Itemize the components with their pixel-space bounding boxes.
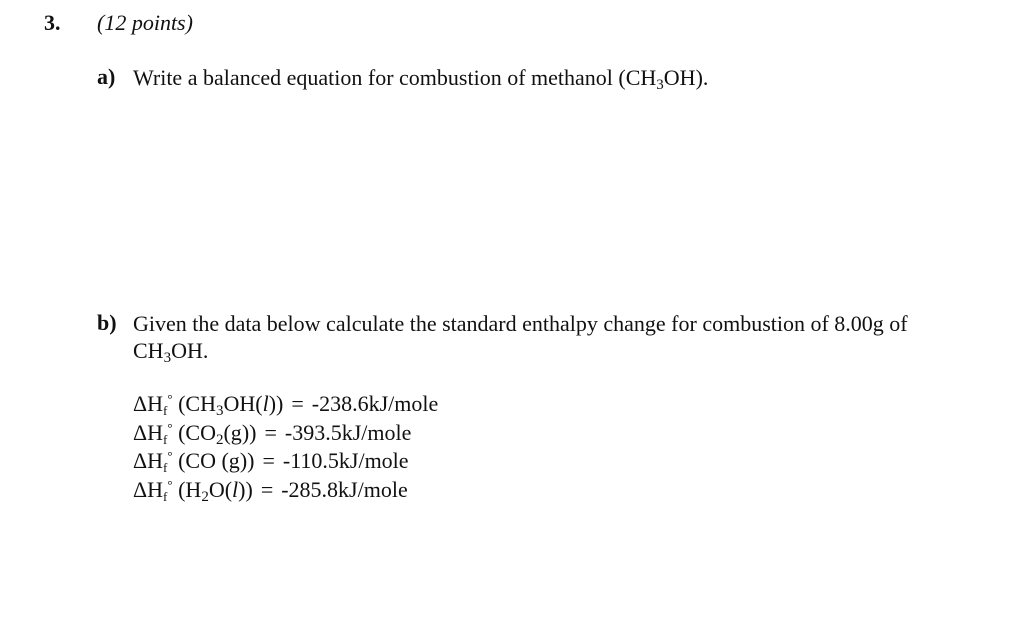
enthalpy-value: -110.5kJ/mole (282, 448, 409, 473)
enthalpy-row-co (133, 447, 438, 476)
enthalpy-value: -393.5kJ/mole (284, 419, 412, 445)
species-subscript: 3 (215, 403, 224, 419)
question-points: (12 points) (97, 10, 193, 35)
standard-state-superscript: ° (167, 448, 173, 463)
part-b-label: b) (97, 310, 117, 335)
formation-subscript: f (163, 460, 168, 475)
part-a-prompt (133, 64, 708, 91)
species-subscript: 2 (215, 431, 224, 448)
enthalpy-value: -285.8kJ/mole (281, 476, 408, 502)
part-b-prompt (133, 310, 953, 364)
part-a-subscript: 3 (656, 77, 664, 93)
part-a-text-before: Write a balanced equation for combustion of methanol (CH (133, 65, 657, 90)
equals-sign: = (260, 476, 274, 502)
part-a-text-after: OH). (663, 65, 709, 90)
formation-subscript: f (163, 488, 168, 504)
delta-h-symbol: ΔH (133, 419, 164, 445)
formation-subscript: f (163, 403, 168, 418)
equals-sign: = (264, 419, 277, 445)
enthalpy-row-h2o (133, 476, 438, 505)
enthalpy-data-list (133, 390, 438, 504)
delta-h-symbol: ΔH (133, 448, 164, 473)
formation-subscript: f (163, 431, 168, 447)
delta-h-symbol: ΔH (133, 476, 164, 502)
equals-sign: = (262, 448, 275, 473)
species-close: )) (238, 476, 253, 502)
standard-state-superscript: ° (167, 391, 173, 406)
part-b-line2-before: CH (133, 338, 164, 363)
species-open: (CO (178, 419, 216, 445)
species-mid: (g (223, 419, 242, 445)
standard-state-superscript: ° (167, 476, 173, 492)
standard-state-superscript: ° (167, 419, 173, 435)
part-b-line-1: Given the data below calculate the standard enthalpy change for combustion of 8.00g of (133, 311, 908, 336)
species-close: )) (268, 391, 284, 416)
species-mid: O( (208, 476, 233, 502)
species-phase: l (232, 476, 239, 502)
part-b-line2-after: OH. (171, 338, 209, 363)
species-close: )) (241, 419, 257, 445)
species-mid: OH( (223, 391, 263, 416)
part-b-line-2 (133, 337, 953, 364)
part-b-line2-subscript: 3 (163, 350, 172, 366)
species-open: (CH (178, 391, 216, 416)
species-phase: l (262, 391, 269, 416)
question-number: 3. (44, 10, 61, 35)
enthalpy-row-co2 (133, 419, 438, 448)
species-open: (CO (g (178, 448, 240, 473)
species-subscript: 2 (201, 488, 209, 505)
delta-h-symbol: ΔH (133, 391, 164, 416)
species-close: )) (239, 448, 255, 473)
species-open: (H (178, 476, 202, 502)
enthalpy-value: -238.6kJ/mole (311, 391, 439, 416)
enthalpy-row-ch3oh (133, 390, 438, 419)
part-a-label: a) (97, 64, 116, 89)
equals-sign: = (291, 391, 304, 416)
